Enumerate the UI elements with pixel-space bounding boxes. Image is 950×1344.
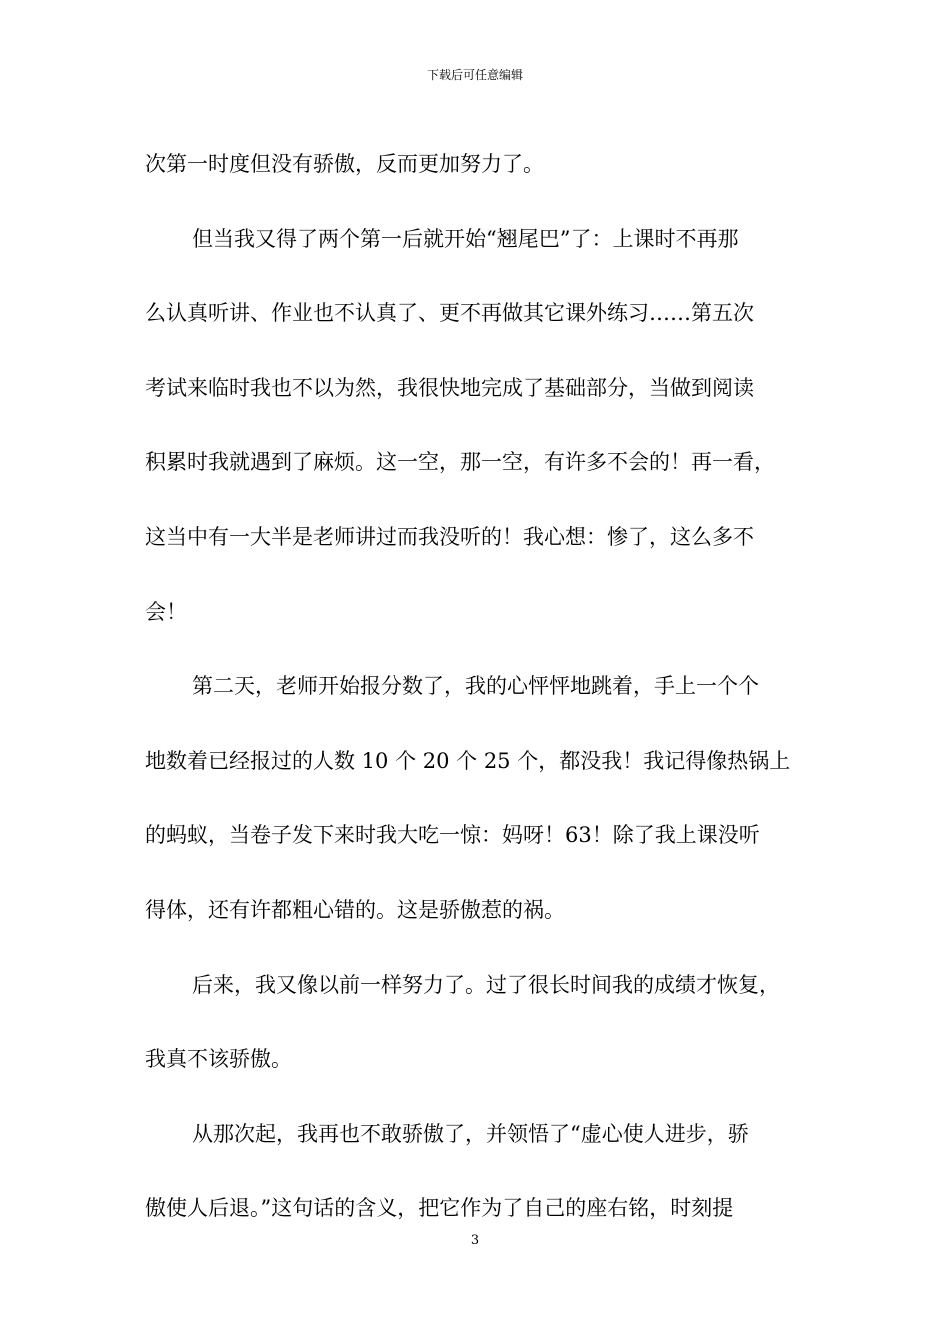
text-line: 会！: [145, 599, 187, 624]
text-line: 次第一时度但没有骄傲，反而更加努力了。: [145, 152, 544, 176]
text-line: 我真不该骄傲。: [145, 1047, 292, 1072]
header-note: 下载后可任意编辑: [426, 68, 523, 82]
text-line: 但当我又得了两个第一后就开始“翘尾巴”了：上课时不再那: [192, 226, 739, 251]
text-line: 傲使人后退。”这句话的含义，把它作为了自己的座右铭，时刻提: [145, 1196, 734, 1221]
page-number: 3: [470, 1233, 480, 1248]
text-line: 考试来临时我也不以为然，我很快地完成了基础部分，当做到阅读: [145, 375, 754, 400]
text-line: 第二天，老师开始报分数了，我的心怦怦地跳着，手上一个个: [192, 674, 759, 699]
text-line: 么认真听讲、作业也不认真了、更不再做其它课外练习……第五次: [145, 301, 754, 326]
text-line: 后来，我又像以前一样努力了。过了很长时间我的成绩才恢复，: [192, 972, 780, 997]
document-body: [145, 127, 810, 1246]
text-line: 的蚂蚁，当卷子发下来时我大吃一惊：妈呀！63！除了我上课没听: [145, 823, 760, 848]
text-line: 得体，还有许都粗心错的。这是骄傲惹的祸。: [145, 897, 565, 922]
text-line: 地数着已经报过的人数 10 个 20 个 25 个，都没我！我记得像热锅上: [145, 748, 791, 773]
text-line: 这当中有一大半是老师讲过而我没听的！我心想：惨了，这么多不: [145, 524, 754, 549]
text-line: 积累时我就遇到了麻烦。这一空，那一空，有许多不会的！再一看，: [145, 450, 775, 475]
text-line: 从那次起，我再也不敢骄傲了，并领悟了“虚心使人进步，骄: [192, 1121, 749, 1146]
